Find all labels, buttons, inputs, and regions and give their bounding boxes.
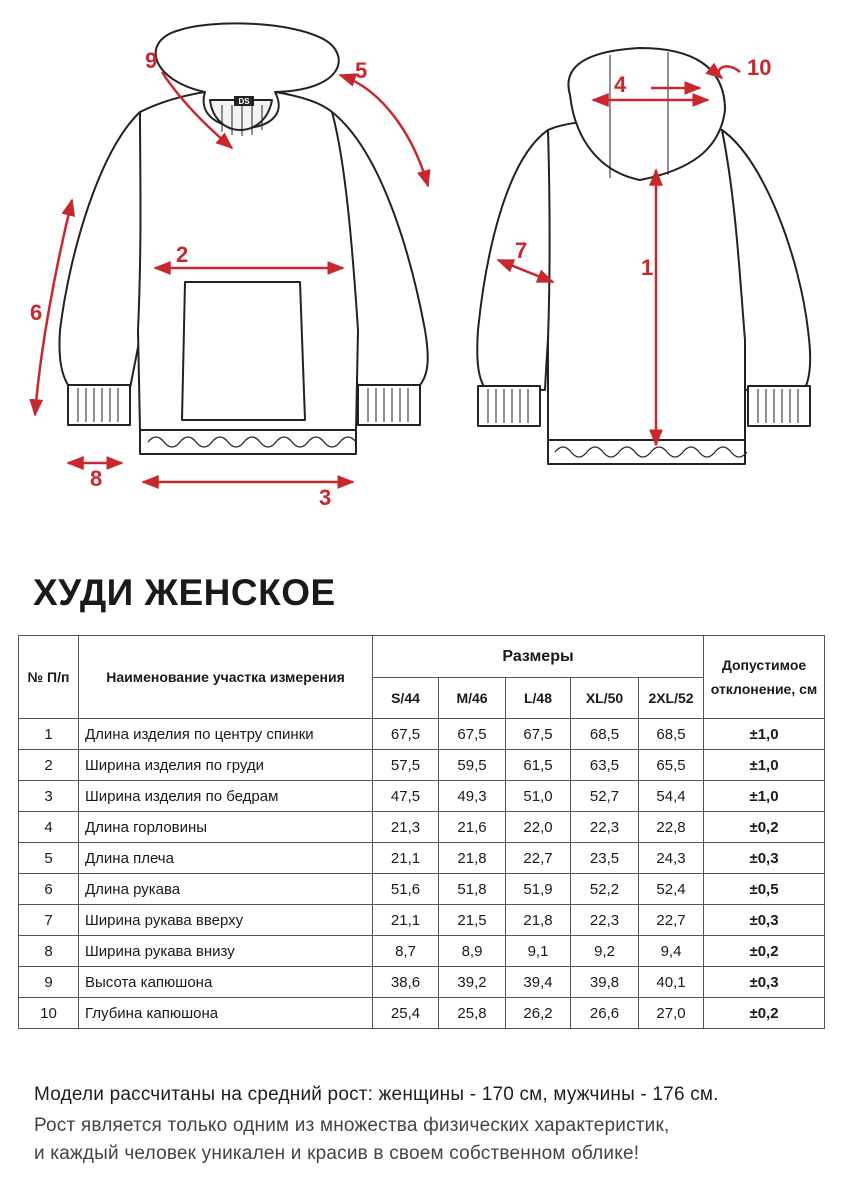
product-title: ХУДИ ЖЕНСКОЕ (33, 572, 336, 613)
cell-measurement-name: Длина рукава (79, 874, 373, 905)
cell-value: 63,5 (571, 750, 639, 781)
cell-tolerance: ±0,3 (704, 905, 825, 936)
table-row (19, 719, 825, 750)
table-row (19, 750, 825, 781)
cell-value: 51,9 (506, 874, 571, 905)
cell-value: 38,6 (373, 967, 439, 998)
cell-value: 49,3 (439, 781, 506, 812)
table-row (19, 874, 825, 905)
marker-8: 8 (90, 466, 103, 491)
header-size: L/48 (506, 678, 571, 719)
cell-tolerance: ±1,0 (704, 781, 825, 812)
cell-value: 67,5 (439, 719, 506, 750)
cell-measurement-name: Высота капюшона (79, 967, 373, 998)
note-average-height: Модели рассчитаны на средний рост: женщины - 170 см, мужчины - 176 см. (34, 1084, 719, 1105)
marker-3: 3 (319, 485, 332, 510)
cell-value: 21,3 (373, 812, 439, 843)
cell-number: 2 (19, 750, 79, 781)
header-number: № П/п (19, 636, 79, 719)
marker-7: 7 (515, 238, 528, 263)
header-tolerance: Допустимое отклонение, см (704, 636, 825, 719)
note-height-line2: и каждый человек уникален и красив в своем собственном облике! (34, 1143, 640, 1164)
cell-value: 59,5 (439, 750, 506, 781)
cell-value: 26,2 (506, 998, 571, 1029)
cell-value: 68,5 (571, 719, 639, 750)
cell-value: 52,4 (639, 874, 704, 905)
cell-value: 8,9 (439, 936, 506, 967)
cell-value: 39,4 (506, 967, 571, 998)
cell-value: 65,5 (639, 750, 704, 781)
marker-1: 1 (641, 255, 654, 280)
cell-number: 10 (19, 998, 79, 1029)
cell-value: 47,5 (373, 781, 439, 812)
cell-number: 5 (19, 843, 79, 874)
size-table (18, 635, 825, 1029)
cell-value: 22,7 (639, 905, 704, 936)
cell-value: 52,7 (571, 781, 639, 812)
cell-value: 25,8 (439, 998, 506, 1029)
table-row (19, 781, 825, 812)
hoodie-front-drawing (59, 23, 427, 454)
table-row (19, 967, 825, 998)
cell-value: 22,8 (639, 812, 704, 843)
cell-value: 51,6 (373, 874, 439, 905)
marker-6: 6 (30, 300, 43, 325)
cell-value: 9,4 (639, 936, 704, 967)
cell-measurement-name: Глубина капюшона (79, 998, 373, 1029)
cell-value: 22,3 (571, 812, 639, 843)
cell-tolerance: ±0,2 (704, 998, 825, 1029)
cell-tolerance: ±0,2 (704, 812, 825, 843)
cell-value: 40,1 (639, 967, 704, 998)
cell-measurement-name: Ширина изделия по груди (79, 750, 373, 781)
cell-value: 54,4 (639, 781, 704, 812)
cell-measurement-name: Ширина изделия по бедрам (79, 781, 373, 812)
cell-tolerance: ±0,2 (704, 936, 825, 967)
cell-number: 7 (19, 905, 79, 936)
header-size: S/44 (373, 678, 439, 719)
cell-measurement-name: Ширина рукава вверху (79, 905, 373, 936)
cell-value: 21,1 (373, 905, 439, 936)
cell-value: 39,8 (571, 967, 639, 998)
table-row (19, 998, 825, 1029)
cell-measurement-name: Длина плеча (79, 843, 373, 874)
marker-10: 10 (747, 55, 772, 80)
cell-number: 4 (19, 812, 79, 843)
cell-tolerance: ±1,0 (704, 750, 825, 781)
cell-value: 61,5 (506, 750, 571, 781)
cell-tolerance: ±0,3 (704, 967, 825, 998)
header-size: XL/50 (571, 678, 639, 719)
cell-value: 27,0 (639, 998, 704, 1029)
cell-value: 9,1 (506, 936, 571, 967)
cell-value: 67,5 (506, 719, 571, 750)
cell-value: 21,8 (439, 843, 506, 874)
table-row (19, 905, 825, 936)
cell-value: 67,5 (373, 719, 439, 750)
cell-value: 22,0 (506, 812, 571, 843)
cell-number: 3 (19, 781, 79, 812)
cell-value: 52,2 (571, 874, 639, 905)
cell-value: 51,0 (506, 781, 571, 812)
cell-value: 8,7 (373, 936, 439, 967)
cell-value: 21,5 (439, 905, 506, 936)
cell-tolerance: ±1,0 (704, 719, 825, 750)
cell-value: 68,5 (639, 719, 704, 750)
cell-value: 9,2 (571, 936, 639, 967)
note-height-line1: Рост является только одним из множества физических характеристик, (34, 1115, 670, 1136)
cell-number: 6 (19, 874, 79, 905)
header-size: M/46 (439, 678, 506, 719)
cell-tolerance: ±0,5 (704, 874, 825, 905)
marker-4: 4 (614, 72, 627, 97)
cell-value: 22,3 (571, 905, 639, 936)
table-row (19, 812, 825, 843)
cell-value: 21,6 (439, 812, 506, 843)
header-measurement-name: Наименование участка измерения (79, 636, 373, 719)
cell-number: 1 (19, 719, 79, 750)
cell-value: 26,6 (571, 998, 639, 1029)
marker-2: 2 (176, 242, 189, 267)
brand-label-text: DS (238, 97, 250, 106)
cell-value: 22,7 (506, 843, 571, 874)
table-row (19, 936, 825, 967)
cell-value: 21,8 (506, 905, 571, 936)
cell-number: 9 (19, 967, 79, 998)
marker-9: 9 (145, 48, 158, 73)
cell-value: 24,3 (639, 843, 704, 874)
marker-5: 5 (355, 58, 368, 83)
cell-value: 51,8 (439, 874, 506, 905)
cell-measurement-name: Длина горловины (79, 812, 373, 843)
table-row (19, 843, 825, 874)
cell-measurement-name: Ширина рукава внизу (79, 936, 373, 967)
cell-measurement-name: Длина изделия по центру спинки (79, 719, 373, 750)
cell-value: 21,1 (373, 843, 439, 874)
cell-tolerance: ±0,3 (704, 843, 825, 874)
cell-number: 8 (19, 936, 79, 967)
cell-value: 23,5 (571, 843, 639, 874)
cell-value: 25,4 (373, 998, 439, 1029)
cell-value: 39,2 (439, 967, 506, 998)
cell-value: 57,5 (373, 750, 439, 781)
header-size: 2XL/52 (639, 678, 704, 719)
header-sizes: Размеры (373, 636, 704, 678)
hoodie-measurement-diagram (0, 0, 841, 530)
